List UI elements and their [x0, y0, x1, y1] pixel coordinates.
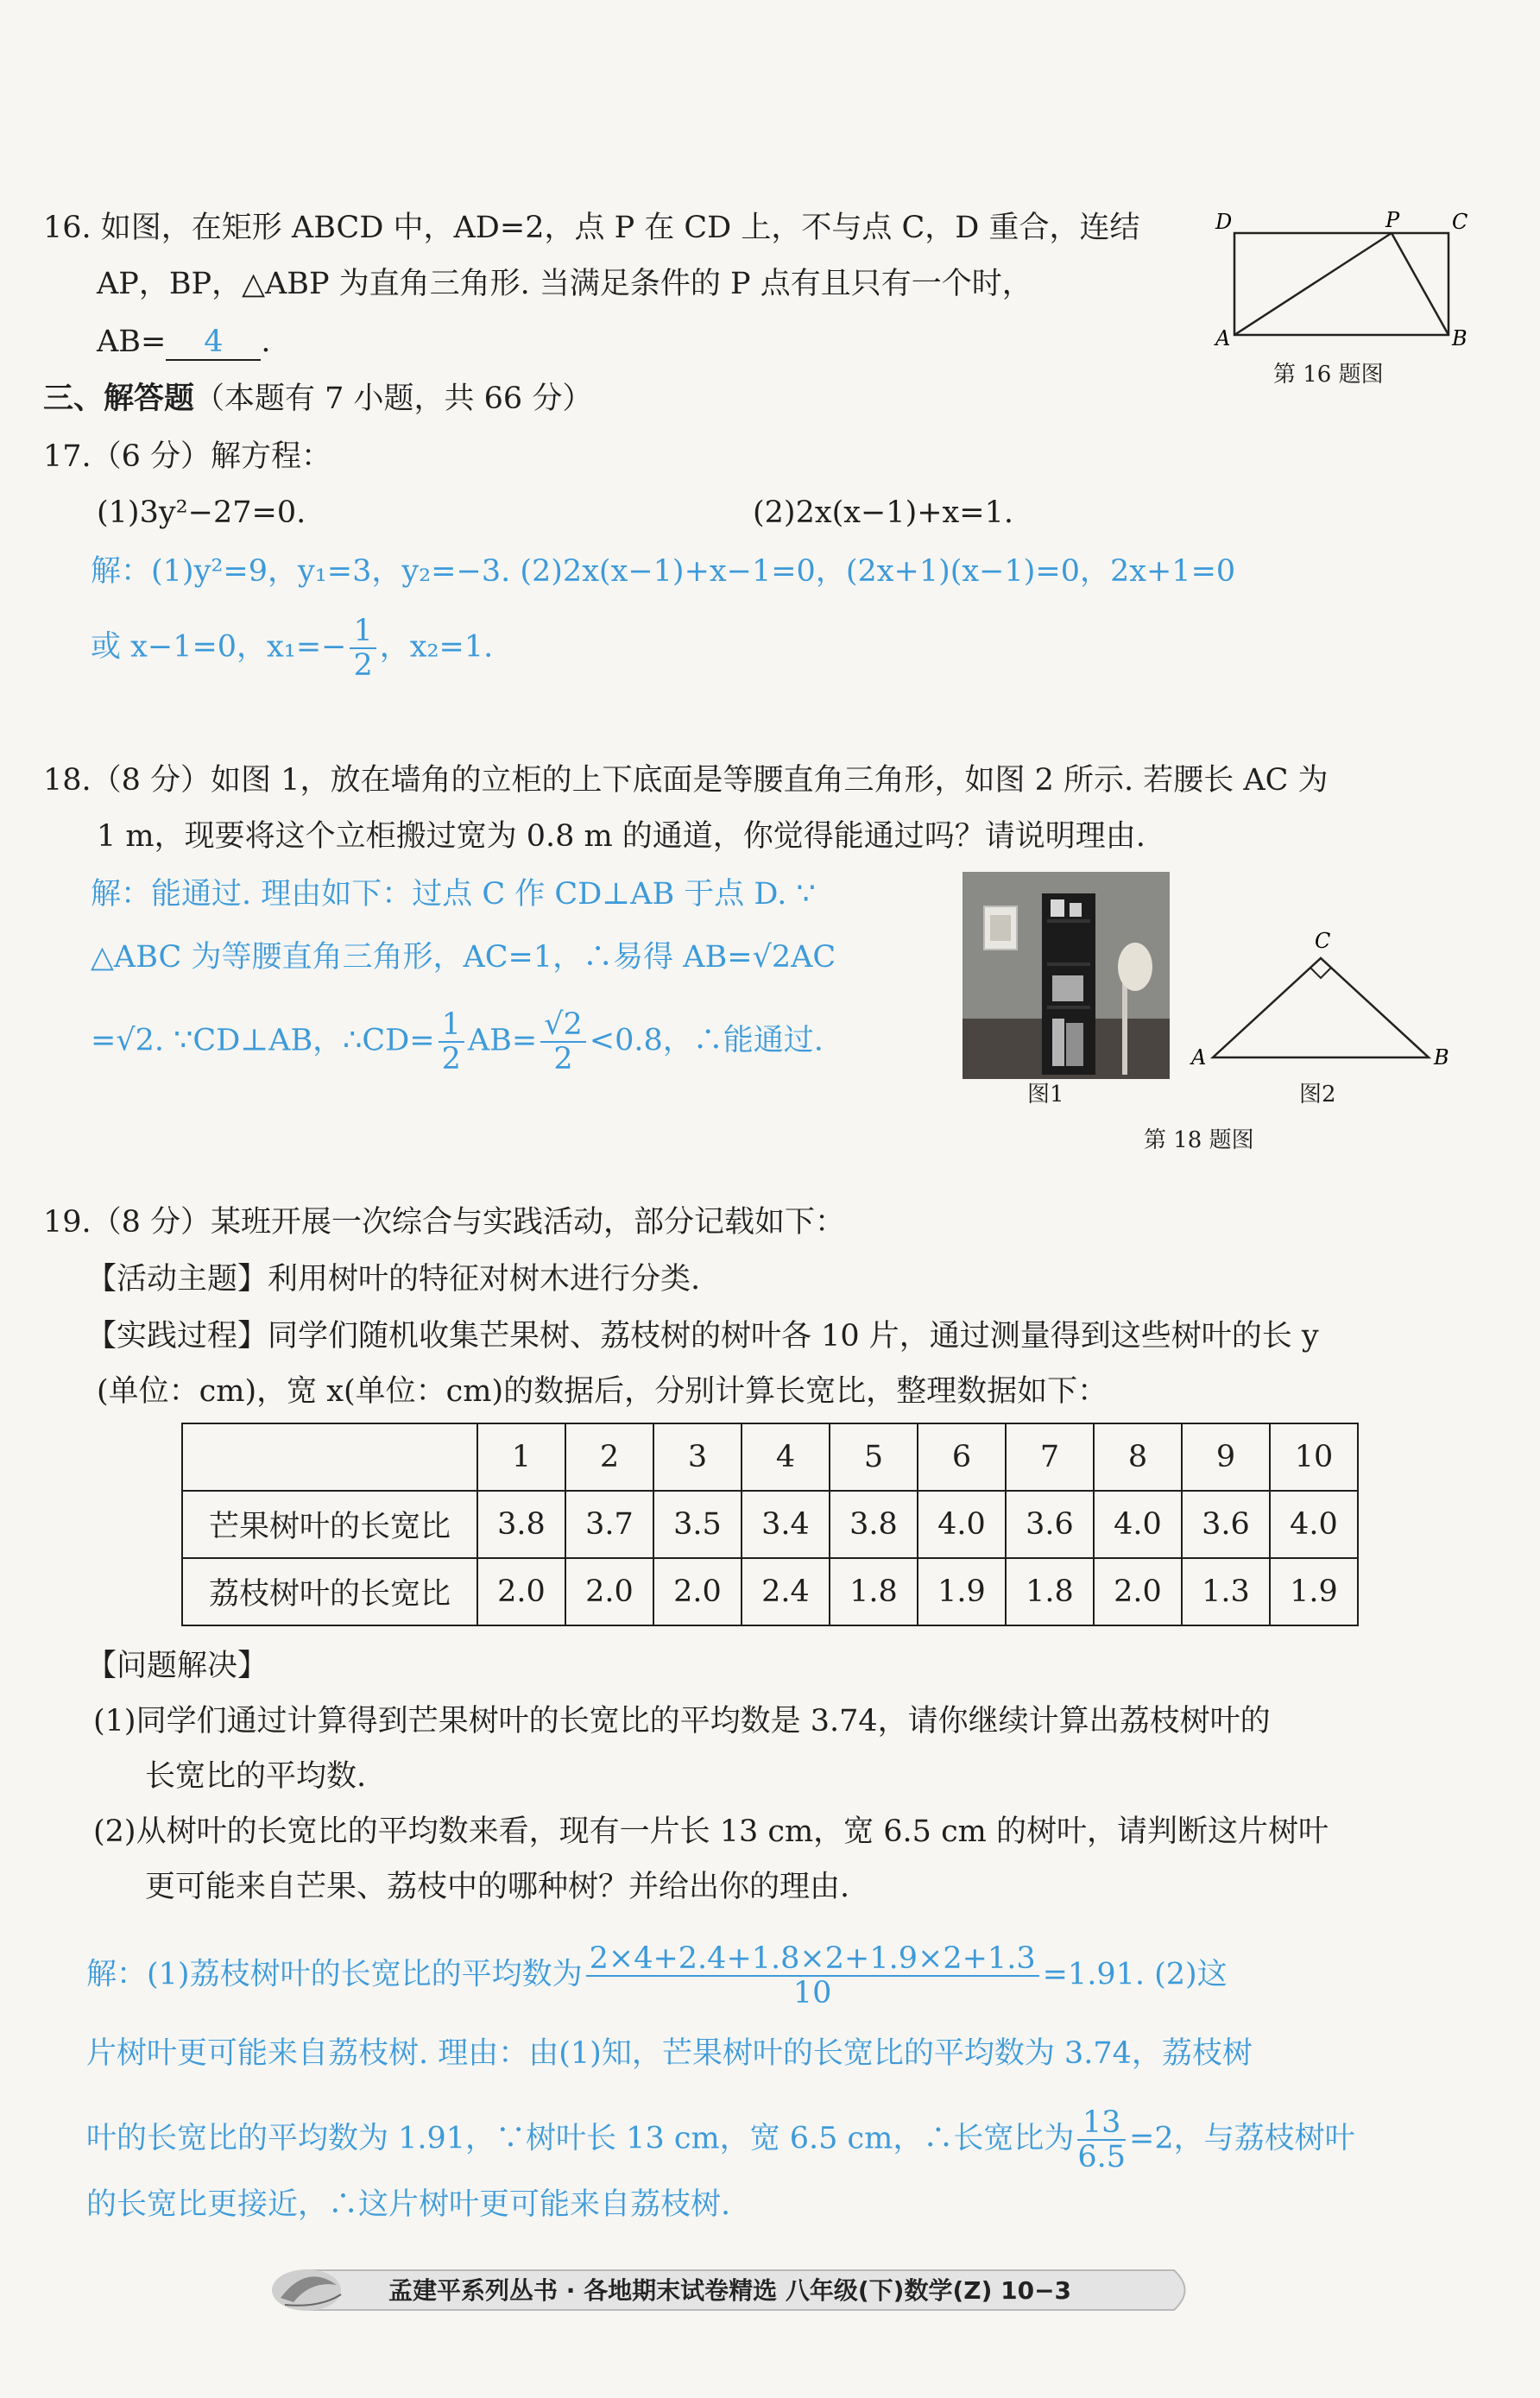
q16-answer-blank: 4 [166, 325, 261, 361]
table-cell: 1.9 [1270, 1558, 1358, 1625]
table-cell: 1.9 [918, 1558, 1006, 1625]
table-corner-cell [182, 1423, 477, 1491]
table-cell: 4.0 [918, 1491, 1006, 1558]
table-header-cell: 8 [1094, 1423, 1182, 1491]
q17-title: 17.（6 分）解方程： [43, 439, 332, 474]
q16-period: . [261, 325, 271, 359]
q17-solution-line1: 解：(1)y²=9，y₁=3，y₂=−3. (2)2x(x−1)+x−1=0，(2x+1)(x−1)=0，2x+1=0 [91, 554, 1236, 589]
table-row [182, 1491, 1358, 1558]
table-cell: 3.6 [1006, 1491, 1094, 1558]
q18-sol3-a: =√2. ∵CD⊥AB，∴CD= [91, 1023, 435, 1058]
q18-line2: 1 m，现要将这个立柜搬过宽为 0.8 m 的通道，你觉得能通过吗？请说明理由. [97, 819, 1146, 854]
q18-frac2-den: 2 [553, 1042, 573, 1076]
table-cell: 2.0 [565, 1558, 653, 1625]
table-header-cell: 4 [742, 1423, 830, 1491]
table-header-row [182, 1423, 1358, 1491]
q19-ratio-fraction [1077, 2106, 1126, 2174]
q19-part1-line2: 长宽比的平均数. [145, 1759, 367, 1794]
q16-label-p: P [1385, 208, 1400, 232]
q19-part2-line1: (2)从树叶的长宽比的平均数来看，现有一片长 13 cm，宽 6.5 cm 的树叶，请判断这片树叶 [93, 1814, 1329, 1849]
q18-solution-line2: △ABC 为等腰直角三角形，AC=1，∴易得 AB=√2AC [91, 940, 836, 975]
q17-solution-line2 [91, 615, 493, 682]
q19-mean-fraction [586, 1942, 1039, 2010]
q18-line1: 18.（8 分）如图 1，放在墙角的立柜的上下底面是等腰直角三角形，如图 2 所示. 若腰长 AC 为 [43, 763, 1329, 798]
q19-problem-title: 【问题解决】 [86, 1649, 268, 1683]
table-header-cell: 9 [1182, 1423, 1270, 1491]
q18-solution-line3 [91, 1008, 824, 1076]
table-cell: 2.0 [1094, 1558, 1182, 1625]
table-cell: 1.8 [1006, 1558, 1094, 1625]
table-cell: 4.0 [1270, 1491, 1358, 1558]
q18-triangle-figure [1187, 924, 1463, 1075]
q18-label-a: A [1191, 1045, 1207, 1070]
q18-frac1-den: 2 [441, 1042, 461, 1076]
q17-part1: (1)3y²−27=0. [97, 495, 306, 530]
footer-text: 孟建平系列丛书 · 各地期末试卷精选 八年级(下)数学(Z) 10−3 [388, 2276, 1072, 2305]
q19-mean-numerator: 2×4+2.4+1.8×2+1.9×2+1.3 [586, 1942, 1039, 1977]
table-header-cell: 1 [477, 1423, 565, 1491]
leaf-ratio-table [181, 1423, 1359, 1626]
q19-sol1-a: 解：(1)荔枝树叶的长宽比的平均数为 [86, 1957, 583, 1992]
q19-line4: (单位：cm)，宽 x(单位：cm)的数据后，分别计算长宽比，整理数据如下： [97, 1374, 1108, 1409]
q18-solution-line1: 解：能通过. 理由如下：过点 C 作 CD⊥AB 于点 D. ∵ [91, 877, 816, 912]
table-cell: 2.0 [477, 1558, 565, 1625]
q19-solution-line1 [86, 1942, 1228, 2010]
q19-mean-denominator: 10 [792, 1976, 832, 2010]
q18-fig1-caption: 图1 [1027, 1082, 1064, 1107]
table-cell: 3.5 [653, 1491, 742, 1558]
q17-fraction [350, 615, 376, 682]
table-cell: 1.8 [830, 1558, 918, 1625]
q18-label-b: B [1434, 1045, 1449, 1070]
q18-frac1-num: 1 [439, 1008, 464, 1043]
section3-desc: （本题有 7 小题，共 66 分） [194, 382, 593, 416]
section3-heading [43, 378, 592, 420]
table-header-cell: 7 [1006, 1423, 1094, 1491]
q19-sol3-a: 叶的长宽比的平均数为 1.91，∵树叶长 13 cm，宽 6.5 cm，∴长宽比为 [86, 2121, 1075, 2156]
q19-sol1-b: =1.91. (2)这 [1042, 1957, 1228, 1992]
q16-label-b: B [1452, 326, 1467, 350]
q16-label-d: D [1215, 210, 1233, 234]
q19-solution-line4: 的长宽比更接近，∴这片树叶更可能来自荔枝树. [86, 2187, 731, 2222]
q19-solution-line2: 片树叶更可能来自荔枝树. 理由：由(1)知，芒果树叶的长宽比的平均数为 3.74，荔枝树 [86, 2036, 1253, 2071]
table-cell: 3.8 [477, 1491, 565, 1558]
q19-part2-line2: 更可能来自芒果、荔枝中的哪种树？并给出你的理由. [145, 1870, 850, 1904]
table-cell: 4.0 [1094, 1491, 1182, 1558]
q18-label-c: C [1315, 929, 1331, 953]
q16-line2: AP，BP，△ABP 为直角三角形. 当满足条件的 P 点有且只有一个时， [97, 267, 1032, 301]
table-cell: 2.4 [742, 1558, 830, 1625]
q17-part2: (2)2x(x−1)+x=1. [753, 495, 1014, 530]
q16-label-c: C [1452, 210, 1467, 234]
q16-rectangle-figure [1209, 203, 1467, 358]
q19-activity-theme: 【活动主题】利用树叶的特征对树木进行分类. [86, 1262, 701, 1297]
q18-cabinet-photo [962, 872, 1170, 1079]
q19-ratio-numerator: 13 [1077, 2106, 1126, 2141]
table-cell: 3.6 [1182, 1491, 1270, 1558]
q19-line1: 19.（8 分）某班开展一次综合与实践活动，部分记载如下： [43, 1205, 846, 1240]
table-header-cell: 10 [1270, 1423, 1358, 1491]
q17-frac-num: 1 [350, 615, 376, 649]
table-header-cell: 3 [653, 1423, 742, 1491]
q18-frac2-num: √2 [540, 1008, 586, 1043]
table-cell: 1.3 [1182, 1558, 1270, 1625]
page-footer [259, 2263, 1200, 2317]
table-header-cell: 2 [565, 1423, 653, 1491]
q18-fraction1 [439, 1008, 464, 1076]
q17-sol2-b: ，x₂=1. [379, 629, 494, 665]
table-cell: 3.7 [565, 1491, 653, 1558]
q16-ab-label: AB= [97, 325, 167, 359]
table-cell: 3.8 [830, 1491, 918, 1558]
table-row [182, 1558, 1358, 1625]
q16-figure-caption: 第 16 题图 [1273, 362, 1384, 388]
q19-solution-line3 [86, 2106, 1355, 2174]
section3-title: 三、解答题 [43, 381, 195, 416]
q16-label-a: A [1215, 326, 1231, 350]
q18-sol3-b: AB= [467, 1023, 538, 1058]
q18-sol3-c: <0.8，∴能通过. [589, 1023, 824, 1058]
q18-fraction2 [540, 1008, 586, 1076]
q17-frac-den: 2 [353, 648, 373, 683]
row-label-lychee: 荔枝树叶的长宽比 [182, 1558, 477, 1625]
q17-sol2-a: 或 x−1=0，x₁=− [91, 629, 347, 665]
q19-sol3-b: =2，与荔枝树叶 [1129, 2121, 1355, 2156]
table-cell: 3.4 [742, 1491, 830, 1558]
q19-part1-line1: (1)同学们通过计算得到芒果树叶的长宽比的平均数是 3.74，请你继续计算出荔枝树叶的 [93, 1704, 1271, 1739]
table-header-cell: 5 [830, 1423, 918, 1491]
q19-practice-process: 【实践过程】同学们随机收集芒果树、荔枝树的树叶各 10 片，通过测量得到这些树叶的长 y [86, 1319, 1319, 1354]
q16-line1: 16. 如图，在矩形 ABCD 中，AD=2，点 P 在 CD 上，不与点 C，D 重合，连结 [43, 211, 1140, 245]
table-cell: 2.0 [653, 1558, 742, 1625]
q19-ratio-denominator: 6.5 [1077, 2140, 1127, 2174]
row-label-mango: 芒果树叶的长宽比 [182, 1491, 477, 1558]
q18-fig2-caption: 图2 [1299, 1082, 1336, 1107]
q16-line3 [97, 321, 270, 363]
table-header-cell: 6 [918, 1423, 1006, 1491]
q18-figure-caption: 第 18 题图 [1144, 1127, 1254, 1153]
